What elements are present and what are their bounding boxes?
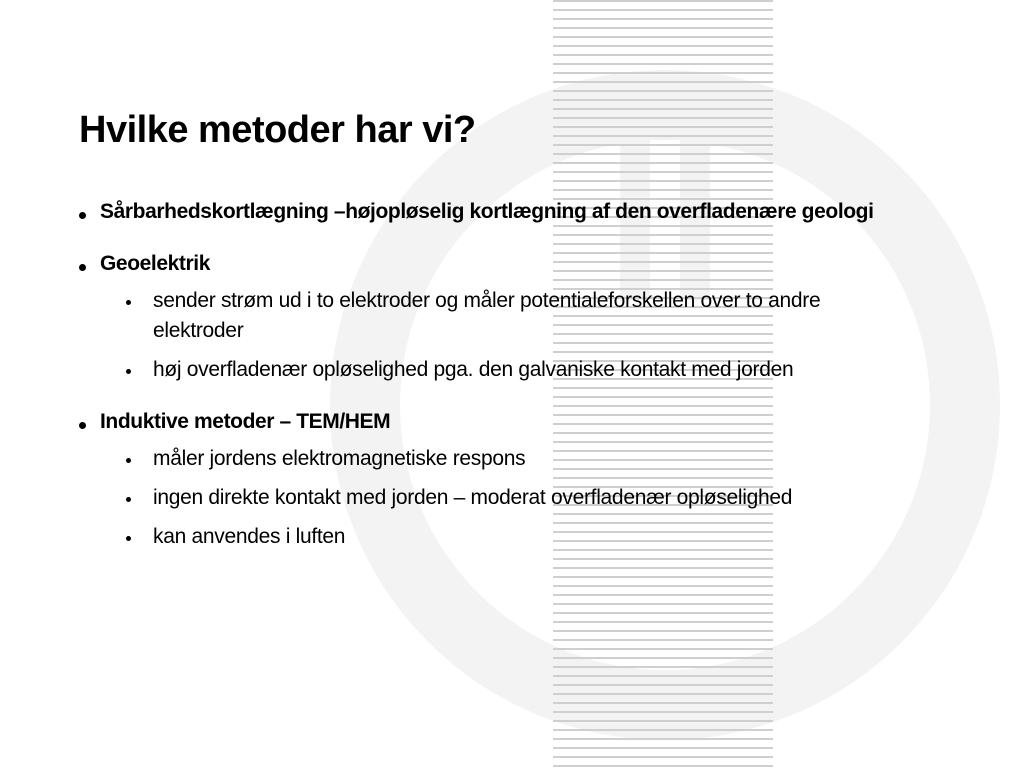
- bullet-text: Sårbarhedskortlægning –højopløselig kortlægning af den overfladenære geologi: [100, 200, 874, 223]
- bullet-text: Induktive metoder – TEM/HEM: [100, 410, 391, 433]
- bullet-list: [79, 197, 929, 574]
- bullet-item: [79, 249, 929, 385]
- sub-bullet-item: måler jordens elektromagnetiske respons: [153, 444, 893, 474]
- sub-bullet-item: høj overfladenær opløselighed pga. den galvaniske kontakt med jorden: [153, 355, 893, 385]
- bullet-item: [79, 197, 929, 227]
- sub-bullet-list: [100, 286, 929, 385]
- bullet-item: [79, 407, 929, 552]
- sub-bullet-item: sender strøm ud i to elektroder og måler potentialeforskellen over to andre elektroder: [153, 286, 893, 346]
- sub-bullet-item: ingen direkte kontakt med jorden – moderat overfladenær opløselighed: [153, 483, 893, 513]
- sub-bullet-list: [100, 444, 929, 552]
- sub-bullet-item: kan anvendes i luften: [153, 522, 893, 552]
- slide-title: Hvilke metoder har vi?: [79, 109, 476, 151]
- bullet-text: Geoelektrik: [100, 252, 210, 275]
